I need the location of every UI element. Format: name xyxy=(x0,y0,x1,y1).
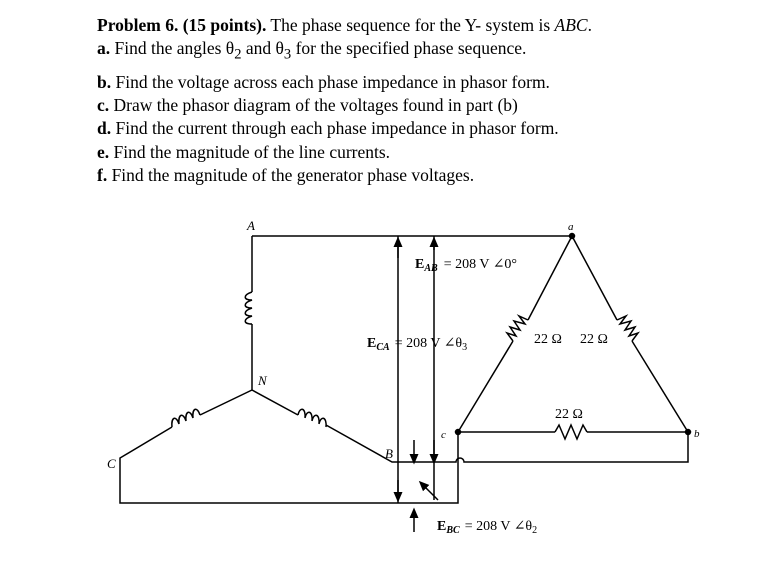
item-d-label: d. xyxy=(97,118,112,139)
label-node-B: B xyxy=(385,446,393,461)
item-a-sub2: 2 xyxy=(234,46,242,63)
label-z-ca: 22 Ω xyxy=(534,332,562,347)
label-z-ab: 22 Ω xyxy=(580,332,608,347)
intro-period: . xyxy=(587,15,592,35)
item-b-label: b. xyxy=(97,71,112,92)
coil-phase-c xyxy=(172,409,200,427)
delta-side-ac-lower xyxy=(458,341,513,432)
item-a-mid: and θ xyxy=(241,38,284,59)
label-node-N: N xyxy=(258,373,267,388)
wire-c-coil-out xyxy=(120,427,458,503)
item-a-tail: for the specified phase sequence. xyxy=(291,38,527,59)
arrow-ebc-diag xyxy=(422,484,438,500)
resistor-ac xyxy=(507,316,528,341)
label-ebc: $E_{BC} = 208$ V $\angle\theta_2$ xyxy=(437,519,538,536)
label-node-a: a xyxy=(568,221,574,233)
node-c-dot xyxy=(456,430,461,435)
item-a-text: Find the angles θ xyxy=(114,38,235,59)
wire-n-to-c-coil xyxy=(200,390,252,415)
item-a-sub3: 3 xyxy=(283,46,292,63)
label-node-c: c xyxy=(441,429,446,441)
coil-phase-a xyxy=(245,292,252,324)
item-c-text: Draw the phasor diagram of the voltages found in part (b) xyxy=(113,95,518,116)
node-b-dot xyxy=(686,430,691,435)
label-node-b: b xyxy=(694,428,700,440)
node-a-dot xyxy=(570,234,575,239)
item-f-label: f. xyxy=(97,164,108,185)
delta-side-ab xyxy=(572,236,617,320)
label-z-bc: 22 Ω xyxy=(555,407,583,422)
item-d-text: Find the current through each phase impedance in phasor form. xyxy=(115,118,559,139)
label-node-A: A xyxy=(247,218,255,233)
problem-title: Problem 6. (15 points). xyxy=(97,15,267,35)
item-f-text: Find the magnitude of the generator phase voltages. xyxy=(111,164,475,185)
item-b-text: Find the voltage across each phase impedance in phasor form. xyxy=(115,71,550,92)
problem-intro: The phase sequence for the Y- system is xyxy=(270,15,551,35)
label-node-C: C xyxy=(107,456,116,471)
item-c-label: c. xyxy=(97,95,110,116)
item-e-label: e. xyxy=(97,141,110,162)
coil-phase-b xyxy=(298,409,326,427)
resistor-bc xyxy=(555,425,587,439)
label-eab: $E_{AB} = 208$ V ∠0° xyxy=(415,257,518,274)
phase-sequence: ABC xyxy=(554,15,588,35)
item-a-label: a. xyxy=(97,38,111,59)
delta-side-ac xyxy=(528,236,572,320)
item-e-text: Find the magnitude of the line currents. xyxy=(113,141,391,162)
label-eca: $E_{CA} = 208$ V $\angle\theta_3$ xyxy=(367,336,468,353)
wire-n-to-b-coil xyxy=(252,390,298,415)
delta-side-ab-lower xyxy=(632,341,688,432)
resistor-ab xyxy=(617,316,638,341)
